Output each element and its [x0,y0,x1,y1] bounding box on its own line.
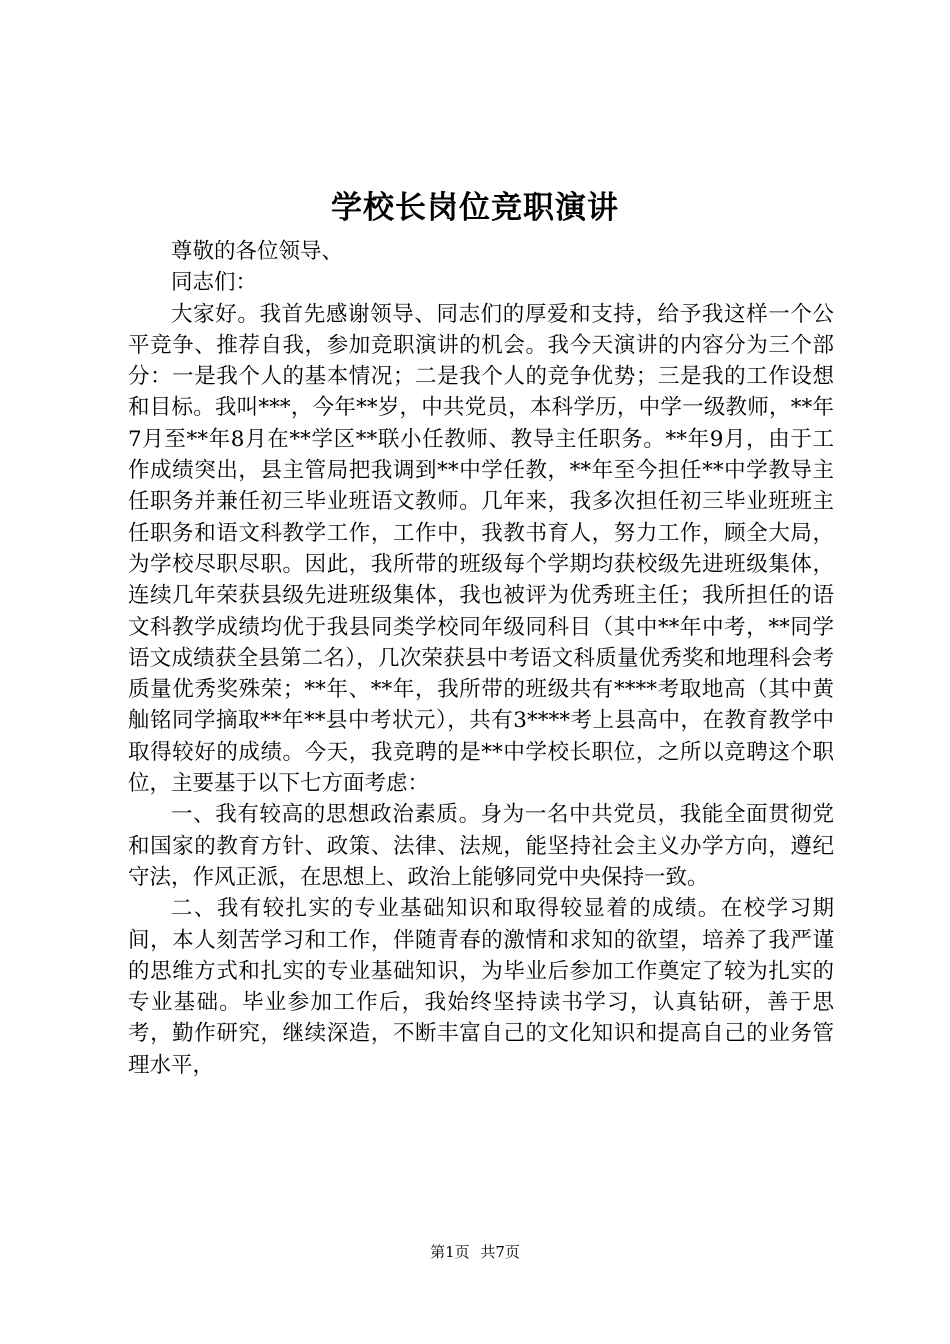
salutation-line-2: 同志们： [171,270,258,296]
paragraph-introduction: 大家好。我首先感谢领导、同志们的厚爱和支持，给予我这样一个公平竞争、推荐自我，参加竞职演讲的机会。我今天演讲的内容分为三个部分：一是我个人的基本情况；二是我个人的竞争优势；三是我的工作设想和目标。我叫***，今年**岁，中共党员，本科学历，中学一级教师，**年7月至**年8月在**学区**联小任教师、教导主任职务。**年9月，由于工作成绩突出，县主管局把我调到**中学任教，**年至今担任**中学教导主任职务并兼任初三毕业班语文教师。几年来，我多次担任初三毕业班班主任职务和语文科教学工作，工作中，我教书育人，努力工作，顾全大局，为学校尽职尽职。因此，我所带的班级每个学期均获校级先进班级集体，连续几年荣获县级先进班级集体，我也被评为优秀班主任；我所担任的语文科教学成绩均优于我县同类学校同年级同科目（其中**年中考，**同学语文成绩获全县第二名），几次荣获县中考语文科质量优秀奖和地理科会考质量优秀奖殊荣；**年、**年，我所带的班级共有****考取地高（其中黄舢铭同学摘取**年**县中考状元），共有3****考上县高中，在教育教学中取得较好的成绩。今天，我竞聘的是**中学校长职位，之所以竞聘这个职位，主要基于以下七方面考虑： [128,301,834,797]
page-total: 共7页 [480,1243,520,1261]
document-body [128,236,834,1081]
page-footer [0,1242,950,1262]
paragraph-point-one: 一、我有较高的思想政治素质。身为一名中共党员，我能全面贯彻党和国家的教育方针、政策、法律、法规，能坚持社会主义办学方向，遵纪守法，作风正派，在思想上、政治上能够同党中央保持一致。 [128,802,834,890]
document-title: 学校长岗位竞职演讲 [331,190,619,226]
page-number: 第1页 [430,1243,470,1261]
salutation-line-1: 尊敬的各位领导、 [171,239,344,264]
paragraph-point-two: 二、我有较扎实的专业基础知识和取得较显着的成绩。在校学习期间，本人刻苦学习和工作，伴随青春的激情和求知的欲望，培养了我严谨的思维方式和扎实的专业基础知识，为毕业后参加工作奠定了较为扎实的专业基础。毕业参加工作后，我始终坚持读书学习，认真钻研，善于思考，勤作研究，继续深造，不断丰富自己的文化知识和提高自己的业务管理水平， [128,896,834,1078]
